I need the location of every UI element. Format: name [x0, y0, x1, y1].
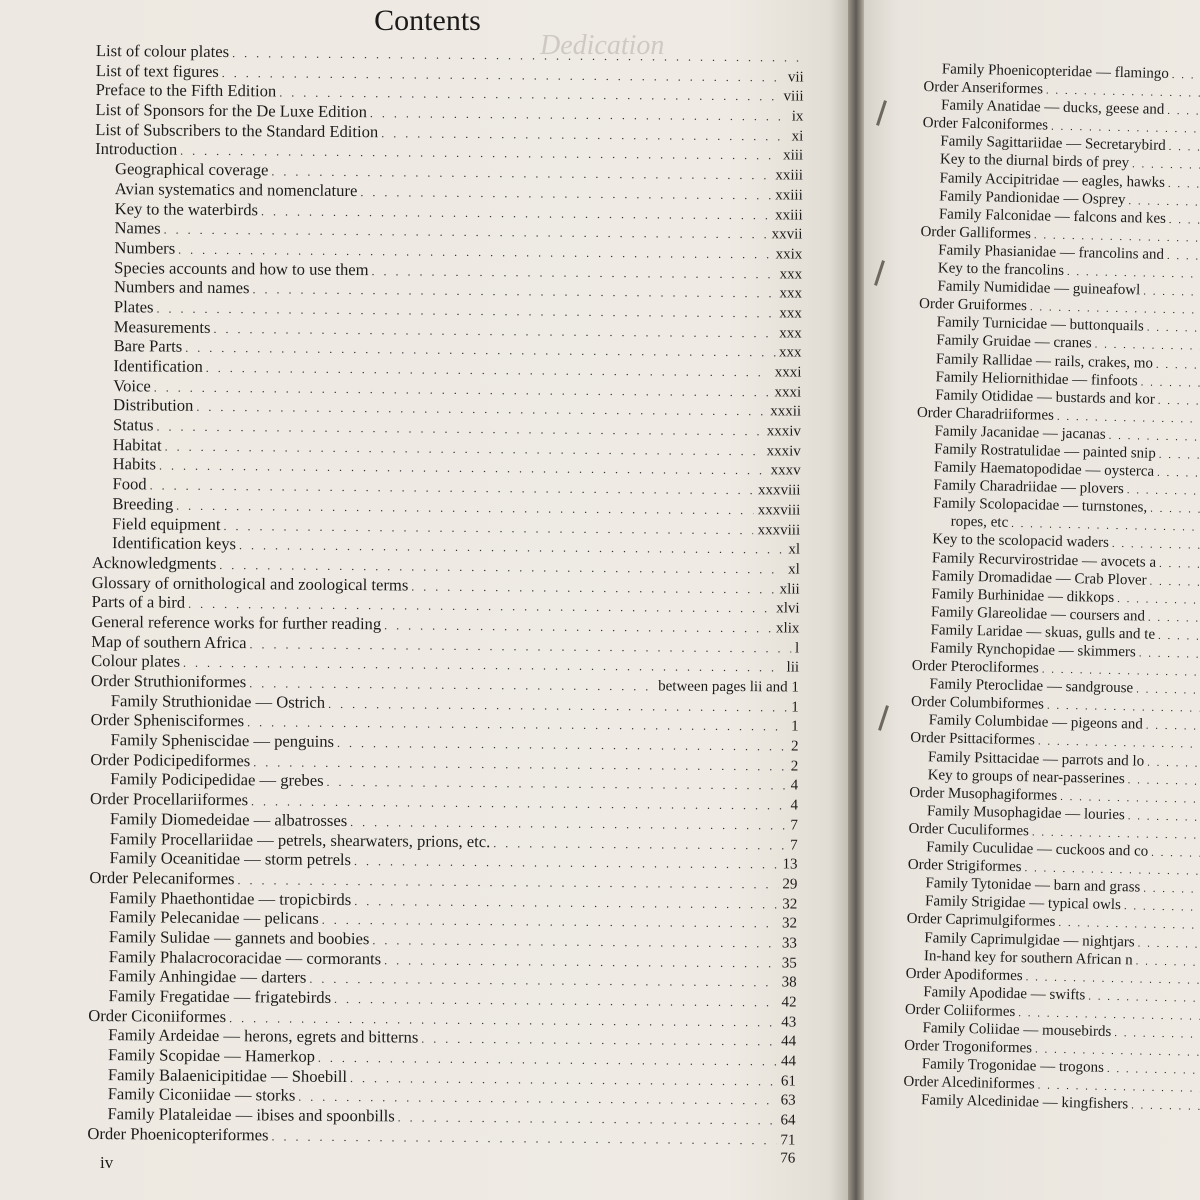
toc-entry-title: Order Trogoniformes [904, 1037, 1033, 1057]
toc-page-ref: xl [788, 561, 800, 578]
toc-entry-title: List of Subscribers to the Standard Edition [95, 119, 379, 141]
toc-entry-title: List of colour plates [95, 41, 230, 62]
toc-entry-title: Family Glareolidae — coursers and [930, 604, 1146, 625]
toc-entry-title: Family Phasianidae — francolins and [938, 242, 1165, 263]
toc-page-ref: xxx [779, 265, 803, 283]
toc-page-ref: xxiii [775, 206, 803, 224]
toc-page-ref: 4 [790, 777, 799, 794]
toc-entry-title: Key to the diurnal birds of prey [939, 151, 1130, 172]
toc-page-ref: xxxi [774, 364, 802, 381]
toc-entry-title: Order Strigiformes [907, 856, 1022, 876]
toc-entry-title: Family Phalacrocoracidae — cormorants [108, 946, 382, 968]
toc-entry-title: List of Sponsors for the De Luxe Edition [95, 100, 367, 122]
toc-entry-title: Order Psittaciformes [910, 730, 1036, 749]
toc-page-ref: 7 [790, 836, 798, 854]
toc-entry-title: Family Numididae — guineafowl [937, 278, 1141, 299]
toc-entry-title: Family Dromadidae — Crab Plover [931, 567, 1147, 589]
toc-entry-title: Order Anseriformes [923, 79, 1044, 98]
toc-entry-title: Family Turnicidae — buttonquails [936, 314, 1144, 335]
toc-entry-title: Family Pteroclidae — sandgrouse [929, 676, 1134, 697]
toc-entry-title: Family Jacanidae — jacanas [934, 423, 1106, 443]
toc-page-ref: vii [787, 69, 804, 86]
toc-entry-title: Family Musophagidae — louries [926, 803, 1125, 824]
toc-page-ref: xxxviii [757, 482, 801, 499]
toc-entry-title: Family Sulidae — gannets and boobies [108, 927, 370, 949]
toc-page-ref: 44 [780, 1053, 797, 1070]
toc-entry-title: Family Sagittariidae — Secretarybird [940, 133, 1166, 155]
toc-entry-title: Family Caprimulgidae — nightjars [924, 929, 1135, 950]
toc-entry-title: Identification [113, 356, 203, 376]
toc-entry-title: Family Procellariidae — petrels, shearwaters, prions, etc. [109, 828, 491, 851]
toc-page-ref: 2 [790, 758, 799, 775]
toc-entry-title: Family Pandionidae — Osprey [939, 187, 1126, 208]
toc-entry-title: Acknowledgments [91, 552, 217, 573]
toc-entry-title: Species accounts and how to use them [114, 257, 369, 279]
toc-entry-title: Family Struthionidae — Ostrich [110, 690, 326, 712]
toc-entry-title: Family Psittacidae — parrots and lo [927, 748, 1145, 770]
toc-entry-title: Key to the francolins [937, 260, 1065, 279]
toc-page-ref: ix [791, 108, 804, 125]
toc-entry-title: Family Haematopodidae — oysterca [933, 459, 1155, 480]
toc-entry-title: Family Ciconiidae — storks [107, 1084, 296, 1106]
toc-page-ref: 32 [782, 915, 798, 932]
toc-page-ref: 32 [782, 895, 798, 913]
toc-entry-title: Order Alcediniformes [903, 1074, 1035, 1093]
toc-entry-title: Habits [112, 454, 157, 474]
dot-leader [271, 1127, 776, 1151]
toc-entry-title: Family Rallidae — rails, crakes, mo [935, 350, 1154, 372]
toc-entry-title: Introduction [95, 139, 178, 160]
toc-entry-title: Family Accipitridae — eagles, hawks [939, 169, 1166, 191]
toc-page-ref: 13 [782, 856, 798, 873]
toc-page-ref: 2 [790, 738, 799, 755]
toc-page-ref: xl [788, 541, 801, 558]
toc-entry-title: Order Podicipediformes [90, 749, 251, 770]
toc-page-ref: 42 [781, 994, 797, 1011]
toc-entry-title: Voice [113, 375, 151, 396]
toc-page-ref: xxxi [774, 384, 802, 401]
toc-entry-title: Family Heliornithidae — finfoots [935, 368, 1138, 389]
toc-entry-title: Order Apodiformes [905, 965, 1023, 984]
toc-entry-title: Preface to the Fifth Edition [95, 80, 277, 101]
toc-entry-title: Order Coliiformes [904, 1001, 1016, 1020]
toc-entry-title: Family Scolopacidae — turnstones, [932, 495, 1148, 516]
toc-entry-title: Order Ciconiiformes [88, 1005, 227, 1026]
toc-entry-title: Family Alcedinidae — kingfishers [920, 1092, 1129, 1113]
page-edge-mark [876, 100, 887, 126]
toc-page-ref: xxxv [770, 462, 801, 479]
toc-entry-title: Family Rostratulidae — painted snip [934, 441, 1156, 462]
toc-entry-title: Family Podicipedidae — grebes [110, 769, 324, 791]
toc-page-ref: xxxiv [766, 443, 801, 460]
toc-entry-title: Family Tytonidae — barn and grass [925, 875, 1141, 896]
page-title: Contents [374, 4, 481, 37]
toc-entry-title: Order Procellariiformes [89, 789, 249, 810]
toc-page-ref: l [795, 640, 800, 657]
toc-page-ref: xxxii [770, 403, 802, 420]
toc-entry-title: Family Spheniscidae — penguins [110, 730, 335, 751]
toc-entry-title: List of text figures [95, 60, 219, 81]
toc-entry-title: ropes, etc [950, 513, 1009, 532]
toc-entry-title: Field equipment [112, 513, 221, 534]
toc-entry-title: Family Falconidae — falcons and kes [938, 206, 1167, 227]
contents-list-left [87, 41, 804, 1169]
toc-entry-title: Family Diomedeidae — albatrosses [109, 808, 348, 830]
toc-entry-title: Order Caprimulgiformes [906, 911, 1056, 931]
toc-entry-title: Family Laridae — skuas, gulls and te [930, 622, 1156, 643]
toc-entry-title: Family Plataleidae — ibises and spoonbills [107, 1104, 395, 1126]
toc-entry-title: Avian systematics and nomenclature [114, 178, 358, 200]
toc-entry-title: Names [114, 218, 161, 238]
toc-page-ref: xxxiv [766, 423, 802, 440]
dot-leader [1131, 1097, 1200, 1119]
toc-entry-title: Identification keys [111, 533, 237, 554]
toc-entry-title: Habitat [112, 434, 162, 455]
toc-page-ref: xxvii [771, 226, 803, 243]
toc-entry-title: Distribution [113, 395, 194, 416]
toc-entry-title: Order Pterocliformes [911, 657, 1040, 677]
toc-entry-title: Parts of a bird [91, 592, 186, 612]
toc-page-ref: 38 [781, 974, 797, 991]
toc-page-ref: xxix [775, 246, 803, 263]
toc-entry-title: Order Struthioniformes [90, 670, 247, 692]
toc-entry-title: Family Ardeidae — herons, egrets and bitterns [108, 1025, 419, 1047]
toc-entry-title: In-hand key for southern African n [923, 947, 1133, 968]
toc-page-ref: 1 [791, 699, 799, 716]
toc-page-ref: 7 [790, 817, 798, 834]
toc-page-ref: xlvi [776, 600, 800, 617]
toc-page-ref: 35 [781, 955, 797, 972]
toc-entry-title: Food [112, 474, 147, 494]
toc-page-ref: 71 [780, 1132, 796, 1149]
toc-entry-title: Family Coliidae — mousebirds [922, 1020, 1112, 1040]
toc-page-ref: 33 [781, 935, 797, 952]
toc-page-ref: 76 [780, 1149, 796, 1167]
toc-entry-title: Order Musophagiformes [909, 784, 1058, 804]
toc-entry-title: Glossary of ornithological and zoological terms [91, 572, 409, 595]
toc-entry-title: Family Apodidae — swifts [923, 983, 1086, 1004]
toc-entry-title: Key to groups of near-passerines [927, 766, 1125, 787]
toc-page-ref: 1 [791, 718, 799, 735]
contents-list-right [903, 60, 1200, 1118]
toc-entry-title: General reference works for further reading [91, 611, 382, 634]
toc-page-ref: 43 [781, 1014, 797, 1031]
toc-page-ref: xxxviii [757, 521, 801, 539]
contents-page-right [864, 0, 1200, 1200]
bleed-through-text: Dedication [540, 30, 665, 61]
toc-page-ref: lii [786, 659, 800, 676]
page-edge-mark [874, 260, 885, 286]
toc-entry-title: Order Charadriiformes [916, 404, 1055, 424]
toc-entry-title: Map of southern Africa [91, 631, 247, 652]
toc-entry-title: Family Cuculidae — cuckoos and co [926, 839, 1149, 860]
toc-page-ref: 4 [790, 797, 799, 814]
toc-entry-title: Family Recurvirostridae — avocets a [931, 549, 1157, 571]
toc-page-ref: xxxviii [757, 502, 801, 519]
toc-entry-title: Family Fregatidae — frigatebirds [108, 986, 332, 1007]
toc-entry-title: Order Galliformes [920, 223, 1032, 243]
toc-page-ref: viii [783, 88, 804, 105]
toc-page-ref: xxx [779, 285, 803, 302]
toc-entry-title: Status [112, 415, 154, 435]
toc-entry-title: Family Columbidae — pigeons and [928, 712, 1144, 733]
toc-entry-title: Family Oceanitidae — storm petrels [109, 848, 352, 870]
toc-page-ref: xi [791, 128, 804, 145]
toc-entry-title: Colour plates [91, 651, 181, 671]
toc-page-ref: 44 [781, 1033, 797, 1050]
toc-entry-title: Family Phaethontidae — tropicbirds [109, 887, 352, 909]
toc-page-ref: 63 [780, 1092, 796, 1109]
toc-entry-title: Family Charadriidae — plovers [933, 477, 1124, 498]
toc-page-ref: 29 [782, 876, 798, 893]
toc-page-ref: xxx [779, 305, 802, 322]
toc-entry-title: Family Rynchopidae — skimmers [930, 640, 1136, 661]
toc-entry-title: Numbers [114, 238, 176, 258]
toc-page-ref: xxx [779, 325, 802, 342]
toc-entry-title: Family Anhingidae — darters [108, 966, 307, 987]
toc-entry-title: Order Phoenicopteriformes [87, 1123, 269, 1145]
toc-entry-title: Family Scopidae — Hamerkop [107, 1045, 316, 1066]
toc-entry-title: Family Pelecanidae — pelicans [109, 907, 319, 929]
toc-page-ref: xlix [776, 620, 800, 637]
toc-entry-title: Family Trogonidae — trogons [921, 1056, 1105, 1076]
toc-entry-title: Family Burhinidae — dikkops [931, 585, 1115, 606]
toc-entry-title: Family Otididae — bustards and kor [935, 386, 1155, 408]
toc-page-ref: xiii [783, 147, 804, 164]
toc-entry-title: Measurements [113, 316, 211, 337]
toc-entry-title: Order Pelecaniformes [89, 867, 235, 888]
toc-entry-title: Key to the scolopacid waders [932, 531, 1110, 552]
toc-entry-title: Order Falconiformes [922, 115, 1049, 134]
page-edge-mark [878, 705, 889, 731]
toc-entry-title: Breeding [112, 493, 174, 514]
toc-entry-title: Order Gruiformes [918, 296, 1028, 315]
toc-entry-title: Family Phoenicopteridae — flamingo [941, 61, 1169, 82]
toc-entry-title: Bare Parts [113, 336, 183, 356]
toc-page-ref: xxiii [775, 187, 803, 204]
toc-page-ref: 61 [780, 1073, 796, 1090]
toc-entry-title: Family Strigidae — typical owls [924, 893, 1122, 914]
toc-entry-title: Plates [113, 297, 154, 317]
toc-entry-title: Family Balaenicipitidae — Shoebill [107, 1064, 348, 1086]
toc-page-ref: 64 [780, 1112, 796, 1129]
toc-entry-title: Order Cuculiformes [908, 820, 1030, 840]
page-number: iv [100, 1153, 114, 1172]
toc-page-ref: between pages lii and 1 [658, 678, 800, 696]
toc-entry-title: Family Gruidae — cranes [936, 332, 1092, 352]
toc-page-ref: xlii [779, 580, 800, 598]
toc-entry-title: Key to the waterbirds [114, 198, 259, 219]
toc-entry-title: Order Columbiformes [910, 694, 1045, 713]
toc-page-ref: xxiii [775, 167, 804, 184]
dot-leader [493, 834, 786, 856]
toc-page-ref: xxx [779, 344, 802, 361]
toc-entry-title: Geographical coverage [114, 159, 269, 180]
toc-entry-title: Family Anatidae — ducks, geese and [940, 97, 1165, 119]
toc-entry-title: Numbers and names [113, 277, 250, 298]
toc-entry-title: Order Sphenisciformes [90, 710, 245, 731]
